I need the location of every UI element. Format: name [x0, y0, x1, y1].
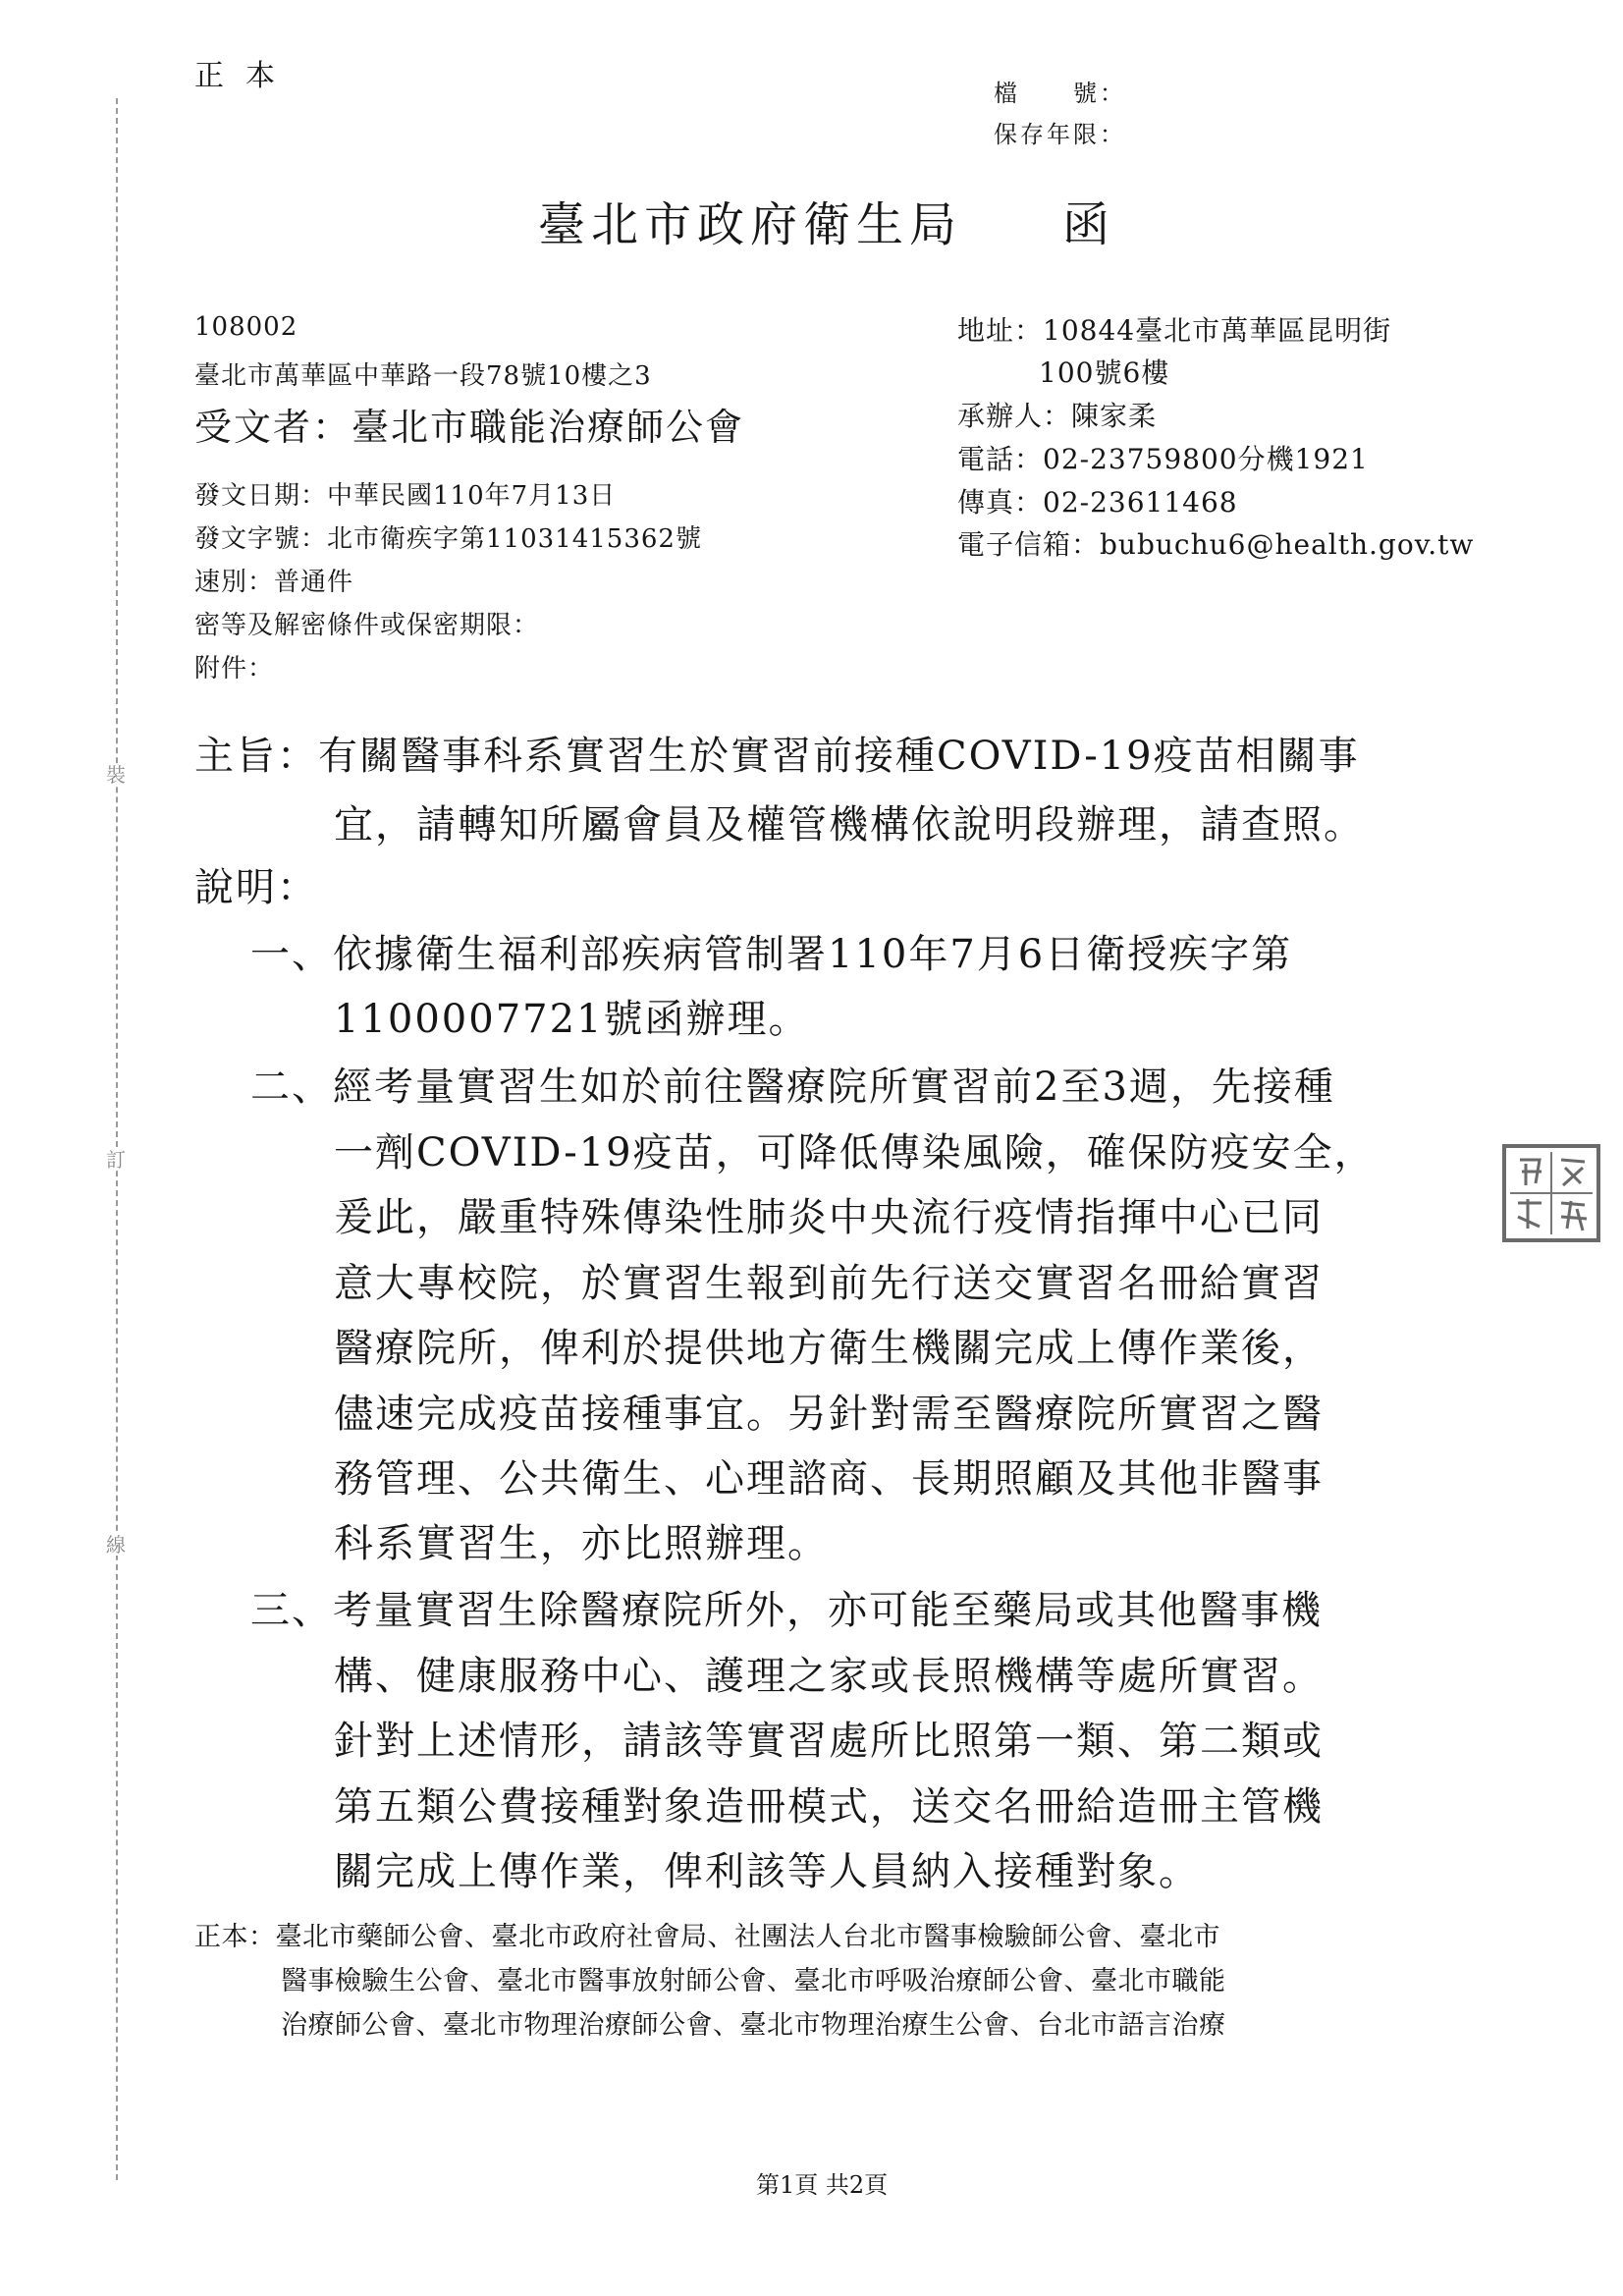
postal-code: 108002	[194, 312, 298, 342]
recipient: 受文者：臺北市職能治療師公會	[194, 406, 745, 449]
explanation-item-2-line-2: 一劑COVID-19疫苗，可降低傳染風險，確保防疫安全，	[334, 1130, 1376, 1175]
explanation-item-2-line-5: 醫療院所，俾利於提供地方衛生機關完成上傳作業後，	[334, 1326, 1324, 1371]
handler: 承辦人：陳家柔	[957, 400, 1158, 432]
email: 電子信箱：bubuchu6@health.gov.tw	[957, 528, 1475, 561]
file-number-label: 檔 號：	[994, 80, 1126, 107]
retention-period-label: 保存年限：	[994, 121, 1126, 148]
explanation-item-2-line-7: 務管理、公共衛生、心理諮商、長期照顧及其他非醫事	[334, 1456, 1324, 1502]
cc-recipients-line-2: 醫事檢驗生公會、臺北市醫事放射師公會、臺北市呼吸治療師公會、臺北市職能	[281, 1966, 1226, 1996]
delivery-speed: 速別：普通件	[194, 568, 354, 597]
explanation-item-2-line-4: 意大專校院，於實習生報到前先行送交實習名冊給實習	[334, 1261, 1324, 1306]
cc-recipients-line-3: 治療師公會、臺北市物理治療師公會、臺北市物理治療生公會、台北市語言治療	[281, 2010, 1226, 2041]
binding-mark-staple: 訂	[106, 1148, 126, 1172]
phone: 電話：02-23759800分機1921	[957, 443, 1369, 475]
sender-address-line2: 100號6樓	[1039, 356, 1170, 389]
binding-line	[116, 98, 118, 2180]
fax: 傳真：02-23611468	[957, 486, 1238, 519]
explanation-item-2-line-6: 儘速完成疫苗接種事宜。另針對需至醫療院所實習之醫	[334, 1392, 1324, 1437]
explanation-item-2-line-3: 爰此，嚴重特殊傳染性肺炎中央流行疫情指揮中心已同	[334, 1195, 1324, 1240]
explanation-item-3-line-1: 三、考量實習生除醫療院所外，亦可能至藥局或其他醫事機	[250, 1588, 1323, 1633]
document-title: 臺北市政府衛生局	[538, 197, 963, 252]
binding-mark-line: 線	[106, 1533, 126, 1557]
subject-line-1: 主旨：有關醫事科系實習生於實習前接種COVID-19疫苗相關事	[194, 734, 1360, 779]
document-type: 函	[1062, 197, 1110, 252]
cc-recipients-line-1: 正本：臺北市藥師公會、臺北市政府社會局、社團法人台北市醫事檢驗師公會、臺北市	[194, 1922, 1220, 1952]
explanation-item-3-line-4: 第五類公費接種對象造冊模式，送交名冊給造冊主管機	[334, 1784, 1324, 1830]
explanation-item-2-line-1: 二、經考量實習生如於前往醫療院所實習前2至3週，先接種	[250, 1065, 1335, 1110]
page-number: 第1頁 共2頁	[756, 2171, 889, 2199]
explanation-label: 說明：	[194, 865, 318, 910]
explanation-item-1-line-2: 1100007721號函辦理。	[334, 997, 810, 1042]
binding-mark-bind: 裝	[106, 763, 126, 787]
subject-line-2: 宜，請轉知所屬會員及權管機構依說明段辦理，請查照。	[334, 802, 1365, 847]
explanation-item-1-line-1: 一、依據衛生福利部疾病管制署110年7月6日衛授疾字第	[250, 932, 1293, 977]
issue-date: 發文日期：中華民國110年7月13日	[194, 481, 617, 511]
recipient-address: 臺北市萬華區中華路一段78號10樓之3	[194, 361, 652, 391]
sender-address-line1: 地址：10844臺北市萬華區昆明街	[957, 314, 1392, 347]
explanation-item-2-line-8: 科系實習生，亦比照辦理。	[334, 1521, 829, 1566]
secrecy-level: 密等及解密條件或保密期限：	[194, 611, 540, 640]
document-number: 發文字號：北市衛疾字第11031415362號	[194, 524, 702, 554]
copy-label: 正本	[194, 59, 297, 93]
attachment: 附件：	[194, 654, 275, 683]
official-seal-stamp	[1502, 1144, 1600, 1242]
explanation-item-3-line-5: 關完成上傳作業，俾利該等人員納入接種對象。	[334, 1849, 1200, 1894]
explanation-item-3-line-2: 構、健康服務中心、護理之家或長照機構等處所實習。	[334, 1654, 1324, 1699]
explanation-item-3-line-3: 針對上述情形，請該等實習處所比照第一類、第二類或	[334, 1719, 1324, 1764]
